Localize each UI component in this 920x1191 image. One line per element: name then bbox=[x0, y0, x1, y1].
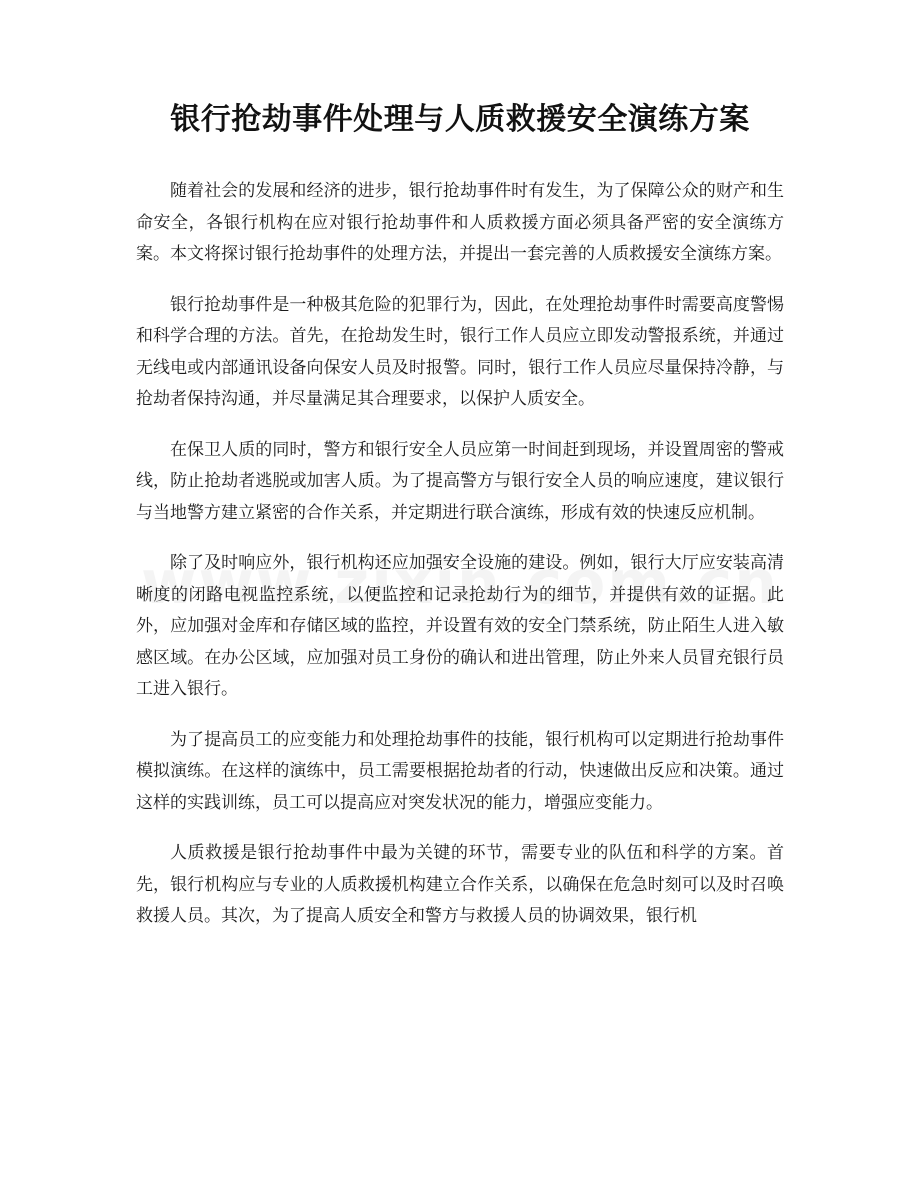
paragraph-6: 人质救援是银行抢劫事件中最为关键的环节，需要专业的队伍和科学的方案。首先，银行机构应与专业的人质救援机构建立合作关系，以确保在危急时刻可以及时召唤救援人员。其次，为了提高人质安全和警方与救援人员的协调效果，银行机 bbox=[136, 843, 784, 926]
paragraph-5: 为了提高员工的应变能力和处理抢劫事件的技能，银行机构可以定期进行抢劫事件模拟演练。在这样的演练中，员工需要根据抢劫者的行动，快速做出反应和决策。通过这样的实践训练，员工可以提高应对突发状况的能力，增强应变能力。 bbox=[136, 729, 784, 813]
paragraph-1: 随着社会的发展和经济的进步，银行抢劫事件时有发生，为了保障公众的财产和生命安全，各银行机构在应对银行抢劫事件和人质救援方面必须具备严密的安全演练方案。本文将探讨银行抢劫事件的处理方法，并提出一套完善的人质救援安全演练方案。 bbox=[136, 181, 784, 264]
paragraph-4: 除了及时响应外，银行机构还应加强安全设施的建设。例如，银行大厅应安装高清晰度的闭路电视监控系统，以便监控和记录抢劫行为的细节，并提供有效的证据。此外，应加强对金库和存储区域的监控，并设置有效的安全门禁系统，防止陌生人进入敏感区域。在办公区域，应加强对员工身份的确认和进出管理，防止外来人员冒充银行员工进入银行。 bbox=[136, 553, 784, 699]
document-title: 银行抢劫事件处理与人质救援安全演练方案 bbox=[170, 102, 750, 137]
paragraph-2: 银行抢劫事件是一种极其危险的犯罪行为，因此，在处理抢劫事件时需要高度警惕和科学合理的方法。首先，在抢劫发生时，银行工作人员应立即发动警报系统，并通过无线电或内部通讯设备向保安人员及时报警。同时，银行工作人员应尽量保持冷静，与抢劫者保持沟通，并尽量满足其合理要求，以保护人质安全。 bbox=[136, 294, 784, 409]
paragraph-3: 在保卫人质的同时，警方和银行安全人员应第一时间赶到现场，并设置周密的警戒线，防止抢劫者逃脱或加害人质。为了提高警方与银行安全人员的响应速度，建议银行与当地警方建立紧密的合作关系，并定期进行联合演练，形成有效的快速反应机制。 bbox=[136, 439, 784, 523]
